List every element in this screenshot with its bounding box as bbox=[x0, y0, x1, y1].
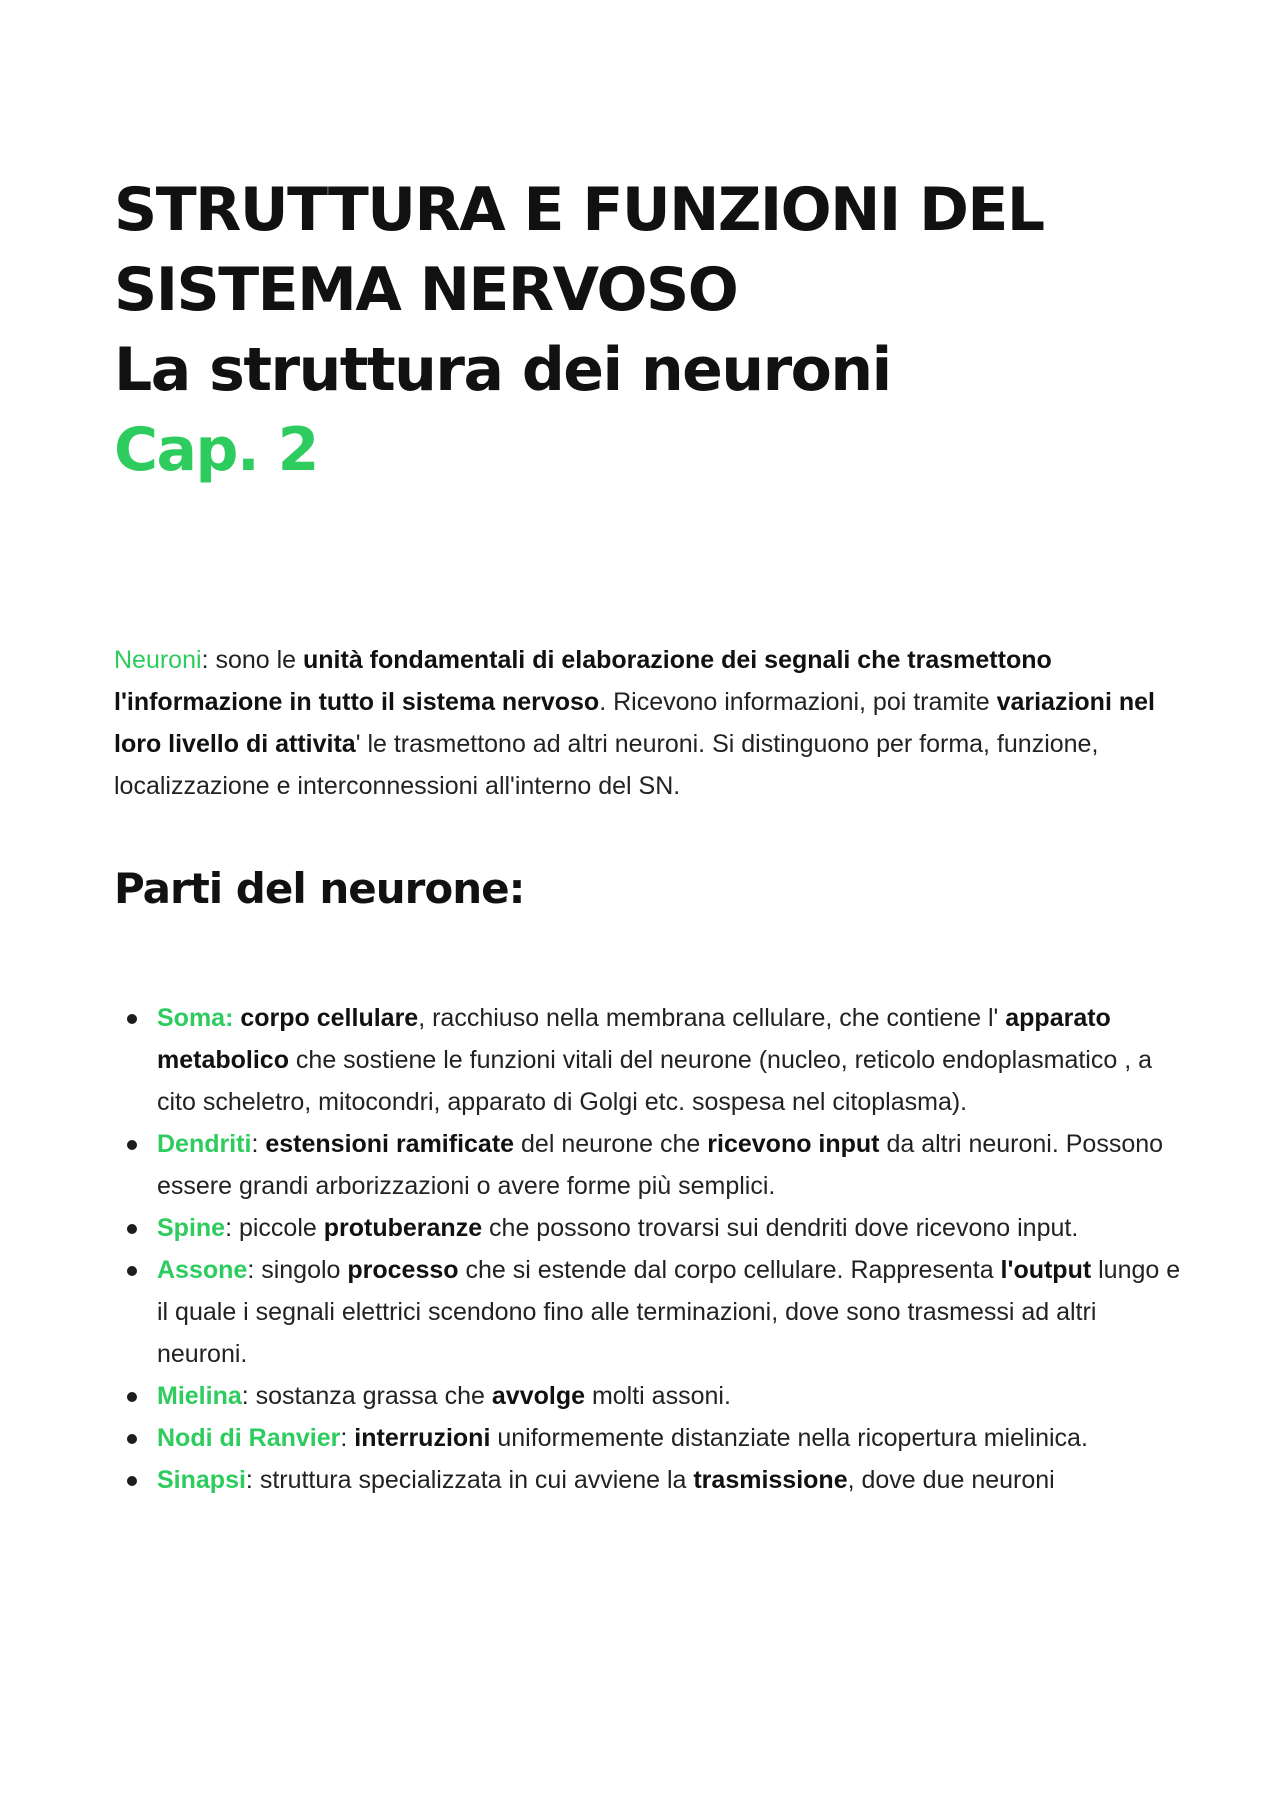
term-ranvier: Nodi di Ranvier bbox=[157, 1424, 341, 1452]
term-sinapsi: Sinapsi bbox=[157, 1466, 246, 1494]
ranvier-text-1: uniformemente distanziate nella ricopertura mielinica. bbox=[490, 1424, 1088, 1452]
ranvier-text-0: : bbox=[340, 1424, 355, 1452]
chapter-label: Cap. 2 bbox=[114, 415, 318, 485]
term-mielina: Mielina bbox=[157, 1382, 242, 1410]
intro-paragraph bbox=[114, 639, 1184, 807]
dendriti-bold-1: estensioni ramificate bbox=[265, 1130, 515, 1158]
assone-bold-1: processo bbox=[347, 1256, 459, 1284]
spine-text-0: : piccole bbox=[225, 1214, 324, 1242]
bullet-icon bbox=[127, 1140, 137, 1150]
soma-text-2: che sostiene le funzioni vitali del neurone (nucleo, reticolo endoplasmatico , a cito scheletro, mitocondri, apparato di Golgi etc. sospesa nel citoplasma). bbox=[157, 1046, 1152, 1116]
term-soma: Soma: bbox=[157, 1004, 234, 1032]
bullet-icon bbox=[127, 1224, 137, 1234]
dendriti-text-1: del neurone che bbox=[514, 1130, 708, 1158]
term-assone: Assone bbox=[157, 1256, 248, 1284]
term-neuroni: Neuroni bbox=[114, 646, 202, 674]
mielina-text-0: : sostanza grassa che bbox=[241, 1382, 492, 1410]
mielina-text-1: molti assoni. bbox=[585, 1382, 731, 1410]
list-item-ranvier bbox=[114, 1417, 1184, 1459]
term-dendriti: Dendriti bbox=[157, 1130, 252, 1158]
bullet-icon bbox=[127, 1392, 137, 1402]
intro-text-3: ' le trasmettono ad altri neuroni. Si distinguono per forma, funzione, localizzazione e interconnessioni all'interno del SN. bbox=[114, 730, 1099, 800]
assone-text-2: lungo e il quale i segnali elettrici scendono fino alle terminazioni, dove sono trasmessi ad altri neuroni. bbox=[157, 1256, 1181, 1368]
dendriti-bold-2: ricevono input bbox=[707, 1130, 880, 1158]
assone-text-0: : singolo bbox=[247, 1256, 348, 1284]
intro-text-2: . Ricevono informazioni, poi tramite bbox=[599, 688, 997, 716]
term-spine: Spine bbox=[157, 1214, 226, 1242]
spine-text-1: che possono trovarsi sui dendriti dove ricevono input. bbox=[482, 1214, 1079, 1242]
mielina-bold-1: avvolge bbox=[491, 1382, 585, 1410]
assone-bold-2: l'output bbox=[1000, 1256, 1092, 1284]
list-item-sinapsi bbox=[114, 1459, 1184, 1501]
bullet-icon bbox=[127, 1476, 137, 1486]
list-item-dendriti bbox=[114, 1123, 1184, 1207]
ranvier-bold-1: interruzioni bbox=[354, 1424, 491, 1452]
title-line-1: STRUTTURA E FUNZIONI DEL bbox=[114, 175, 1044, 245]
sinapsi-bold-1: trasmissione bbox=[693, 1466, 848, 1494]
list-item-mielina bbox=[114, 1375, 1184, 1417]
bullet-icon bbox=[127, 1434, 137, 1444]
sinapsi-text-1: , dove due neuroni bbox=[847, 1466, 1055, 1494]
title-line-3: La struttura dei neuroni bbox=[114, 335, 891, 405]
soma-text-1: , racchiuso nella membrana cellulare, che contiene l' bbox=[418, 1004, 1006, 1032]
spine-bold-1: protuberanze bbox=[323, 1214, 483, 1242]
soma-bold-1: corpo cellulare bbox=[240, 1004, 419, 1032]
intro-bold-1: unità fondamentali di elaborazione dei segnali che trasmettono l'informazione in tutto il sistema nervoso bbox=[114, 646, 1052, 716]
list-item-assone bbox=[114, 1249, 1184, 1375]
bullet-icon bbox=[127, 1266, 137, 1276]
list-item-spine bbox=[114, 1207, 1184, 1249]
intro-bold-2: variazioni nel loro livello di attivita bbox=[114, 688, 1155, 758]
intro-text-1: : sono le bbox=[201, 646, 304, 674]
sinapsi-text-0: : struttura specializzata in cui avviene la bbox=[245, 1466, 694, 1494]
neuron-parts-list bbox=[114, 997, 1184, 1501]
list-item-soma bbox=[114, 997, 1184, 1123]
document-page bbox=[114, 170, 1184, 1501]
dendriti-text-2: da altri neuroni. Possono essere grandi arborizzazioni o avere forme più semplici. bbox=[157, 1130, 1164, 1200]
section-heading: Parti del neurone: bbox=[114, 864, 525, 913]
bullet-icon bbox=[127, 1014, 137, 1024]
dendriti-text-0: : bbox=[251, 1130, 266, 1158]
soma-bold-2: apparato metabolico bbox=[157, 1004, 1111, 1074]
title-line-2: SISTEMA NERVOSO bbox=[114, 255, 738, 325]
document-title bbox=[114, 170, 1184, 490]
assone-text-1: che si estende dal corpo cellulare. Rappresenta bbox=[458, 1256, 1001, 1284]
